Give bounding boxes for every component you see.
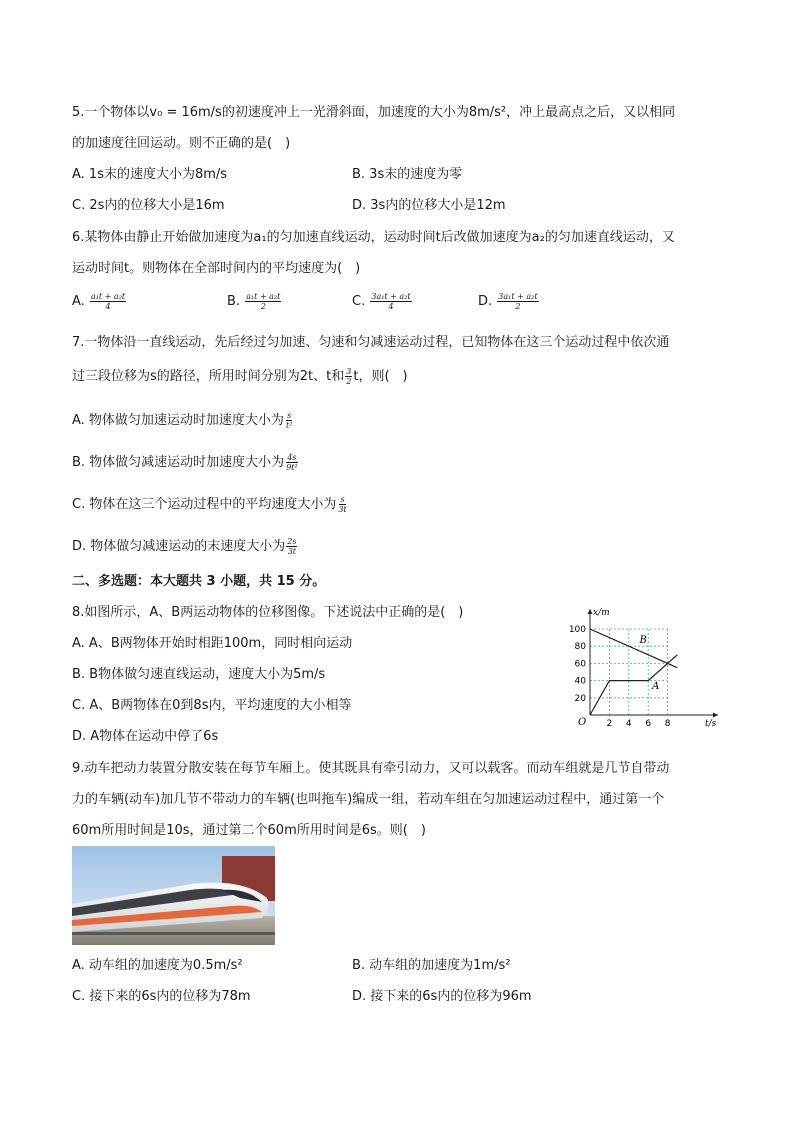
- y-tick-label: 40: [574, 676, 586, 687]
- q8-option-c: C. A、B两物体在0到8s内，平均速度的大小相等: [72, 698, 352, 713]
- q7-line2-pre: 过三段位移为s的路径，所用时间分别为2t、t和: [72, 369, 345, 384]
- q6-option-c-den: 4: [388, 302, 394, 311]
- q5-option-b: B. 3s末的速度为零: [352, 167, 463, 182]
- q6-option-b-letter: B.: [227, 294, 241, 309]
- q5-option-d: D. 3s内的位移大小是12m: [352, 198, 506, 213]
- q6-option-a-letter: A.: [72, 294, 85, 309]
- q7-option-c-fraction: [337, 495, 347, 514]
- series-label-B: B: [639, 634, 647, 646]
- q7-option-d-text: D. 物体做匀减速运动的末速度大小为: [72, 539, 286, 554]
- q7-option-c-den: 3t: [338, 505, 347, 514]
- q5-option-a: A. 1s末的速度大小为8m/s: [72, 167, 228, 182]
- y-tick-label: 80: [574, 642, 586, 653]
- q7-option-d-den: 3t: [287, 547, 297, 556]
- q6-option-c: [352, 292, 413, 311]
- q6-option-b-den: 2: [260, 302, 266, 311]
- q7-option-d-fraction: [286, 537, 297, 556]
- q7-line2-frac-den: 2: [346, 377, 352, 386]
- q7-line2-fraction: [345, 367, 352, 386]
- q6-option-a: [72, 292, 127, 311]
- q6-option-d-den: 2: [515, 302, 521, 311]
- q7-option-d-num: 2s: [287, 537, 297, 546]
- q7-option-c-num: s: [340, 495, 345, 504]
- series-line-B: [590, 629, 677, 668]
- series-label-A: A: [652, 681, 660, 693]
- q6-option-a-num: a₁t + a₂t: [90, 292, 126, 301]
- q6-line2: 运动时间t。则物体在全部时间内的平均速度为( ): [72, 261, 361, 276]
- q6-option-d-letter: D.: [478, 294, 493, 309]
- x-tick-label: 6: [645, 719, 652, 729]
- q8-option-d: D. A物体在运动中停了6s: [72, 729, 219, 744]
- q7-line2-frac-num: 3: [346, 367, 352, 376]
- q5-line1: 5.一个物体以v₀ = 16m/s的初速度冲上一光滑斜面，加速度的大小为8m/s²，冲上最高点之后，又以相同: [72, 105, 676, 120]
- origin-label: O: [578, 717, 587, 728]
- q9-option-b: B. 动车组的加速度为1m/s²: [352, 958, 511, 973]
- y-tick-label: 20: [574, 693, 586, 704]
- q9-line2: 力的车辆(动车)加几节不带动力的车辆(也叫拖车)编成一组，若动车组在匀加速运动过程中，通过第一个: [72, 792, 665, 807]
- y-tick-label: 60: [574, 659, 586, 670]
- q7-option-a-num: s: [287, 411, 292, 420]
- q9-option-c: C. 接下来的6s内的位移为78m: [72, 989, 251, 1004]
- q6-option-b-fraction: [245, 292, 281, 311]
- q6-option-c-num: 3a₁t + a₂t: [371, 292, 411, 301]
- q9-option-d: D. 接下来的6s内的位移为96m: [352, 989, 532, 1004]
- bullet-train-photo: [72, 846, 275, 945]
- section-heading: 二、多选题：本大题共 3 小题，共 15 分。: [72, 574, 326, 589]
- y-tick-label: 100: [568, 625, 586, 635]
- q9-option-a: A. 动车组的加速度为0.5m/s²: [72, 958, 243, 973]
- q7-option-c-text: C. 物体在这三个运动过程中的平均速度大小为: [72, 497, 337, 512]
- x-axis-label: t/s: [705, 719, 717, 729]
- q7-option-d: [72, 537, 298, 556]
- x-axis-arrow: [713, 713, 718, 718]
- q6-option-d-num: 3a₁t + a₂t: [498, 292, 538, 301]
- q5-option-c: C. 2s内的位移大小是16m: [72, 198, 225, 213]
- q7-option-b-den: 9t²: [286, 463, 298, 472]
- q7-option-a: [72, 411, 294, 430]
- y-axis-label: x/m: [593, 608, 610, 618]
- q6-option-b-num: a₁t + a₂t: [246, 292, 281, 301]
- q7-option-b-fraction: [285, 453, 299, 472]
- q7-line2: [72, 367, 408, 386]
- q7-option-b: [72, 453, 300, 472]
- q6-option-a-den: 4: [105, 302, 111, 311]
- q8-option-b: B. B物体做匀速直线运动，速度大小为5m/s: [72, 667, 326, 682]
- q9-line3: 60m所用时间是10s，通过第二个60m所用时间是6s。则( ): [72, 823, 426, 838]
- q6-option-a-fraction: [90, 292, 126, 311]
- q7-option-a-text: A. 物体做匀加速运动时加速度大小为: [72, 413, 284, 428]
- q7-line1: 7.一物体沿一直线运动，先后经过匀加速、匀速和匀减速运动过程，已知物体在这三个运动过程中依次通: [72, 335, 670, 350]
- series-line-A: [590, 655, 677, 715]
- q7-option-a-fraction: [285, 411, 293, 430]
- q6-option-d: [478, 292, 540, 311]
- q7-option-a-den: t²: [285, 421, 293, 430]
- q7-line2-post: t，则( ): [353, 369, 408, 384]
- q6-line1: 6.某物体由静止开始做加速度为a₁的匀加速直线运动，运动时间t后改做加速度为a₂的匀加速直线运动，又: [72, 230, 675, 245]
- x-tick-label: 8: [664, 719, 671, 729]
- q6-option-c-fraction: [370, 292, 411, 311]
- q7-option-b-text: B. 物体做匀减速运动时加速度大小为: [72, 455, 285, 470]
- q6-option-d-fraction: [497, 292, 538, 311]
- q7-option-c: [72, 495, 349, 514]
- q9-line1: 9.动车把动力装置分散安装在每节车厢上。使其既具有牵引动力，又可以载客。而动车组就是几节自带动: [72, 761, 670, 776]
- q8-line1: 8.如图所示，A、B两运动物体的位移图像。下述说法中正确的是( ): [72, 605, 464, 620]
- q5-line2: 的加速度往回运动。则不正确的是( ): [72, 136, 291, 151]
- q6-option-b: [227, 292, 282, 311]
- q7-option-b-num: 4s: [287, 453, 297, 462]
- x-tick-label: 2: [606, 719, 613, 729]
- y-axis-arrow: [588, 609, 593, 614]
- x-tick-label: 4: [625, 719, 632, 729]
- q8-option-a: A. A、B两物体开始时相距100m，同时相向运动: [72, 636, 353, 651]
- position-time-chart: [560, 603, 725, 733]
- q6-option-c-letter: C.: [352, 294, 366, 309]
